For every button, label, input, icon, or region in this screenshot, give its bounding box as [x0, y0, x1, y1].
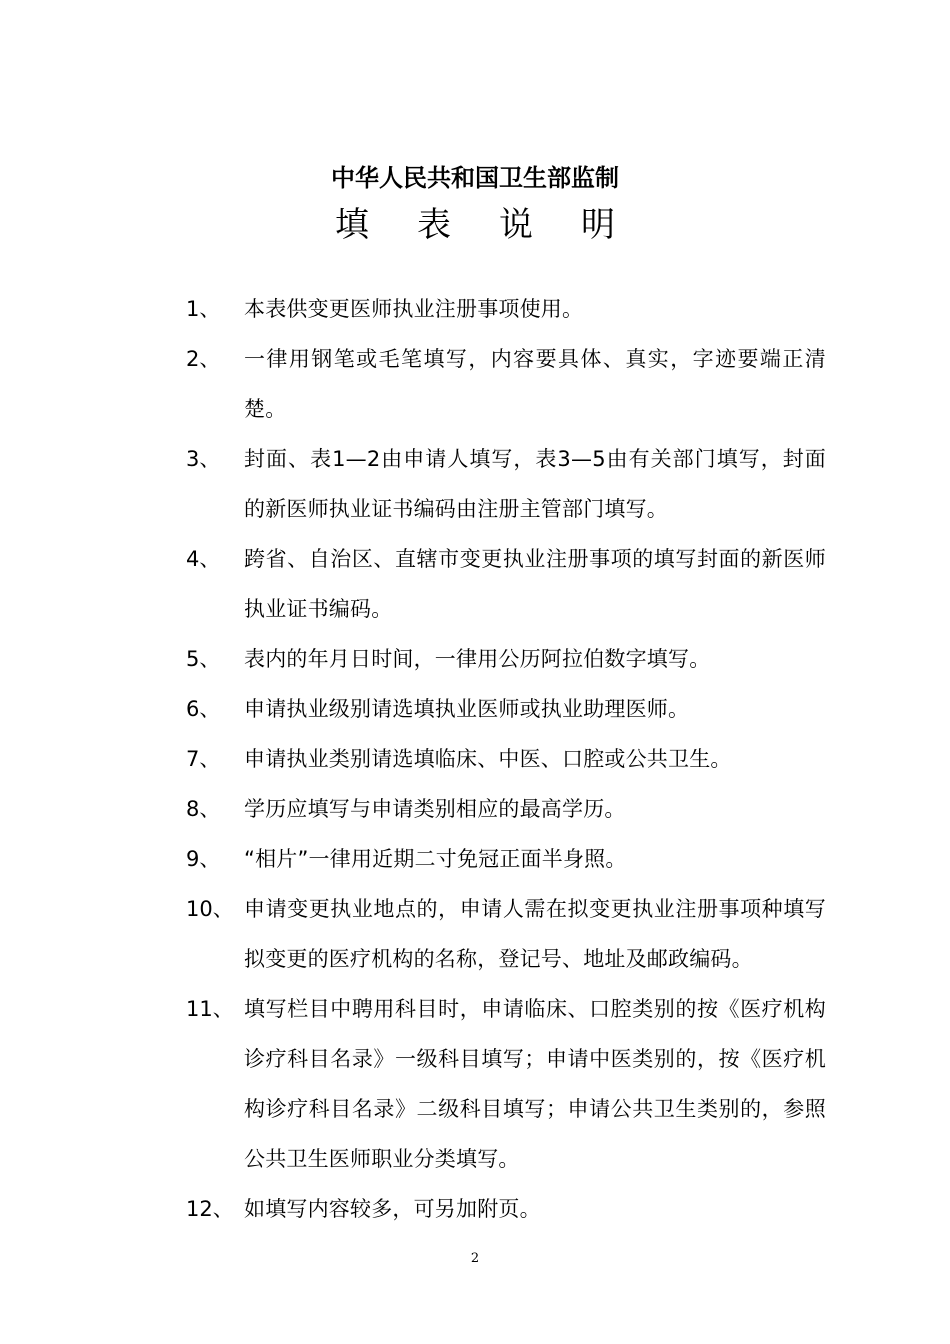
- instruction-item: [186, 434, 826, 534]
- instruction-item: [186, 734, 826, 784]
- item-number: 5、: [186, 647, 221, 671]
- instruction-item: [186, 884, 826, 984]
- item-text: 如填写内容较多，可另加附页。: [244, 1197, 541, 1221]
- document-title: [0, 203, 950, 247]
- instruction-item: [186, 684, 826, 734]
- item-number: 3、: [186, 447, 221, 471]
- item-text: 一律用钢笔或毛笔填写，内容要具体、真实，字迹要端正清楚。: [244, 347, 826, 421]
- page-number: 2: [470, 1251, 480, 1266]
- item-text: 申请执业级别请选填执业医师或执业助理医师。: [244, 697, 690, 721]
- item-text: 封面、表1—2由申请人填写，表3—5由有关部门填写，封面的新医师执业证书编码由注册主管部门填写。: [244, 447, 826, 521]
- instruction-item: [186, 784, 826, 834]
- item-text: 申请执业类别请选填临床、中医、口腔或公共卫生。: [244, 747, 732, 771]
- title-char: 明: [581, 205, 615, 245]
- item-number: 7、: [186, 747, 221, 771]
- title-char: 填: [335, 205, 369, 245]
- item-number: 4、: [186, 547, 221, 571]
- item-text: 本表供变更医师执业注册事项使用。: [244, 297, 584, 321]
- item-text: “相片”一律用近期二寸免冠正面半身照。: [244, 847, 627, 871]
- item-number: 10、: [186, 897, 234, 921]
- item-number: 9、: [186, 847, 221, 871]
- item-text: 学历应填写与申请类别相应的最高学历。: [244, 797, 626, 821]
- item-text: 申请变更执业地点的，申请人需在拟变更执业注册事项种填写拟变更的医疗机构的名称，登记号、地址及邮政编码。: [244, 897, 826, 971]
- title-char: 表: [417, 205, 451, 245]
- instruction-item: [186, 834, 826, 884]
- instruction-item: [186, 1184, 826, 1234]
- item-text: 填写栏目中聘用科目时，申请临床、口腔类别的按《医疗机构诊疗科目名录》一级科目填写；申请中医类别的，按《医疗机构诊疗科目名录》二级科目填写；申请公共卫生类别的，参照公共卫生医师职业分类填写。: [244, 997, 826, 1171]
- instruction-item: [186, 334, 826, 434]
- instruction-list: [186, 284, 826, 1234]
- item-number: 1、: [186, 297, 221, 321]
- item-number: 8、: [186, 797, 221, 821]
- item-number: 12、: [186, 1197, 234, 1221]
- instruction-item: [186, 984, 826, 1184]
- issuing-authority: 中华人民共和国卫生部监制: [331, 164, 619, 192]
- item-number: 2、: [186, 347, 221, 371]
- instruction-item: [186, 534, 826, 634]
- title-char: 说: [499, 205, 533, 245]
- instruction-item: [186, 634, 826, 684]
- item-text: 表内的年月日时间，一律用公历阿拉伯数字填写。: [244, 647, 711, 671]
- item-number: 11、: [186, 997, 234, 1021]
- instruction-item: [186, 284, 826, 334]
- item-number: 6、: [186, 697, 221, 721]
- item-text: 跨省、自治区、直辖市变更执业注册事项的填写封面的新医师执业证书编码。: [244, 547, 826, 621]
